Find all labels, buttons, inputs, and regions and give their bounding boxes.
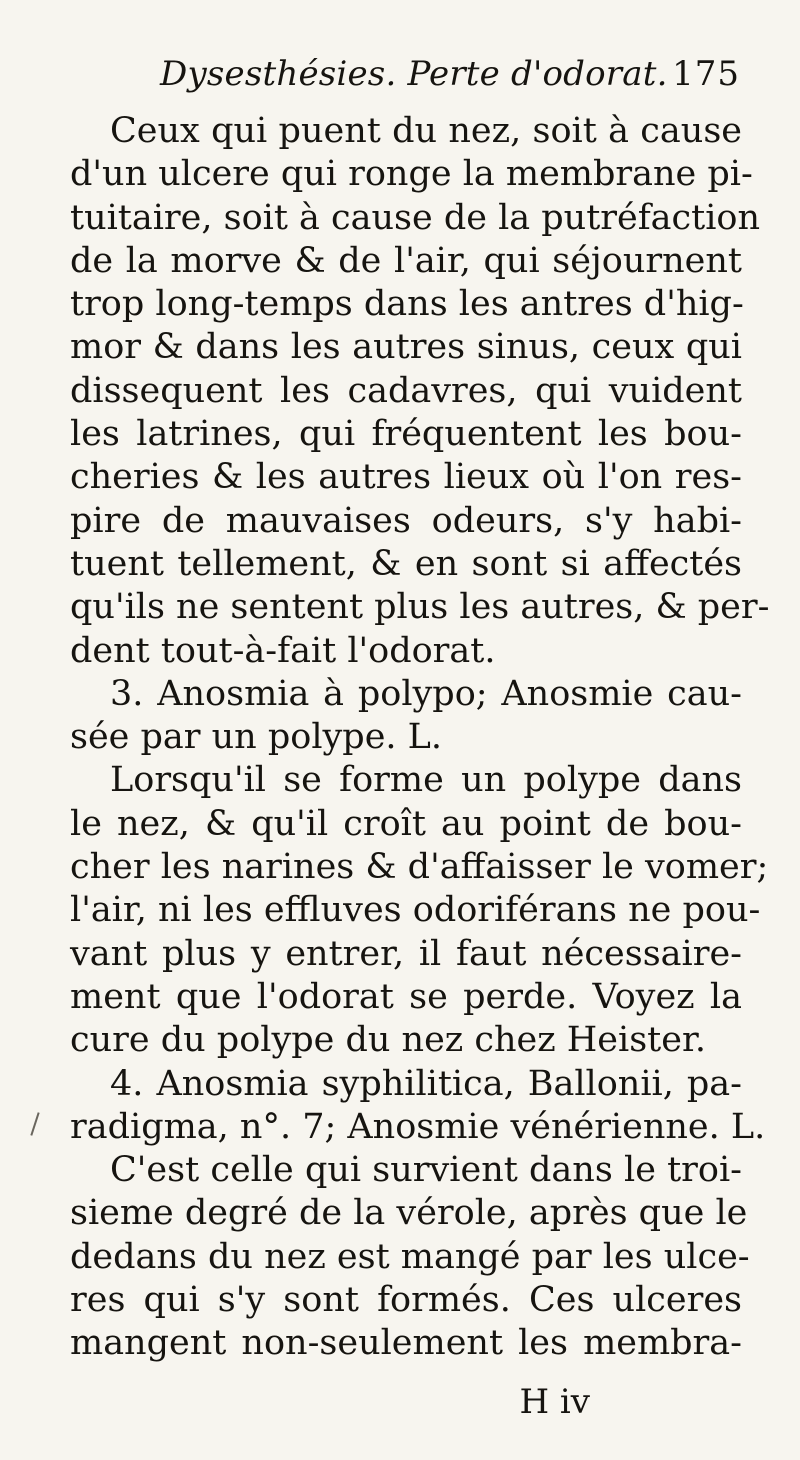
text-line: tuitaire, soit à cause de la putréfaction: [70, 197, 761, 238]
text-line: C'est celle qui survient dans le troi-: [110, 1150, 742, 1191]
text-line: ment que l'odorat se perde. Voyez la: [70, 976, 742, 1017]
text-line: tuent tellement, & en sont si affectés: [70, 543, 742, 584]
text-line: qu'ils ne sentent plus les autres, & per-: [70, 587, 770, 628]
text-line: dissequent les cadavres, qui vuident: [70, 370, 742, 411]
text-line: cher les narines & d'affaisser le vomer;: [70, 847, 769, 888]
text-line: de la morve & de l'air, qui séjournent: [70, 240, 742, 281]
text-line: Ceux qui puent du nez, soit à cause: [110, 111, 742, 151]
text-line: sieme degré de la vérole, après que le: [70, 1193, 748, 1234]
text-line: radigma, n°. 7; Anosmie vénérienne. L.: [70, 1106, 766, 1147]
text-line: le nez, & qu'il croît au point de bou-: [70, 803, 742, 844]
text-line: mor & dans les autres sinus, ceux qui: [70, 327, 742, 368]
text-line: sée par un polype. L.: [70, 717, 443, 758]
text-line: l'air, ni les effluves odoriférans ne pou-: [70, 890, 761, 931]
text-line: trop long-temps dans les antres d'hig-: [70, 284, 744, 325]
text-line: mangent non-seulement les membra-: [70, 1323, 742, 1364]
text-line: d'un ulcere qui ronge la membrane pi-: [70, 154, 753, 195]
margin-mark: [30, 1112, 39, 1135]
text-line: cheries & les autres lieux où l'on res-: [70, 457, 742, 498]
text-line: 4. Anosmia syphilitica, Ballonii, pa-: [110, 1063, 742, 1104]
text-line: res qui s'y sont formés. Ces ulceres: [70, 1280, 742, 1321]
text-line: Lorsqu'il se forme un polype dans: [110, 760, 742, 801]
text-line: dent tout-à-fait l'odorat.: [70, 630, 496, 671]
catchword: H iv: [519, 1382, 590, 1422]
text-line: 3. Anosmia à polypo; Anosmie cau-: [110, 673, 742, 714]
body-text: [70, 110, 770, 1380]
text-line: pire de mauvaises odeurs, s'y habi-: [70, 500, 742, 541]
text-line: cure du polype du nez chez Heister.: [70, 1020, 706, 1061]
running-title: Dysesthésies. Perte d'odorat.: [160, 54, 668, 94]
text-line: dedans du nez est mangé par les ulce-: [70, 1236, 750, 1277]
text-line: vant plus y entrer, il faut nécessaire-: [70, 933, 742, 974]
page-number: 175: [672, 54, 740, 94]
page-header: [160, 44, 740, 114]
text-line: les latrines, qui fréquentent les bou-: [70, 414, 742, 455]
